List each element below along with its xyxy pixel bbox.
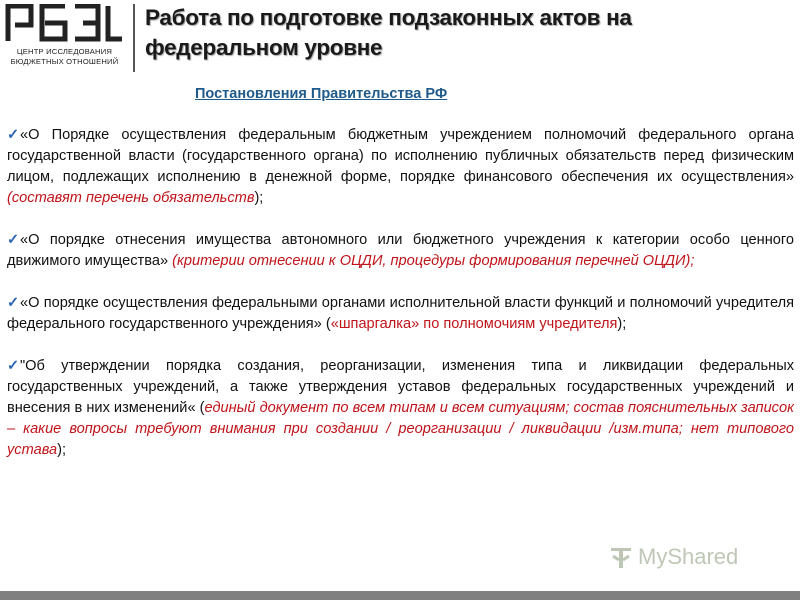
logo-caption-line2: БЮДЖЕТНЫХ ОТНОШЕНИЙ xyxy=(10,56,119,66)
item-note: (критерии отнесении к ОЦДИ, процедуры формирования перечней ОЦДИ); xyxy=(172,253,695,269)
logo-caption xyxy=(3,47,126,66)
item-tail: ); xyxy=(57,442,67,458)
logo xyxy=(3,4,126,70)
list-item xyxy=(7,356,794,461)
list-item xyxy=(7,125,794,209)
item-note: «шпаргалка» по полномочиям учредителя xyxy=(330,316,618,332)
item-text: «О порядке осуществления федеральными органами исполнительной власти функций и полномочий учредителя федерального государственного учреждения» ( xyxy=(7,295,794,332)
watermark-text: MyShared xyxy=(638,544,739,569)
slide-header xyxy=(0,0,800,78)
checkmark-icon: ✓ xyxy=(7,232,20,248)
document-list xyxy=(7,125,794,482)
item-note: единый документ по всем типам и всем ситуациям; состав пояснительных записок – какие вопросы требуют внимания при создании / реорганизации / ликвидации /изм.типа; нет типового устава xyxy=(7,400,794,458)
logo-caption-line1: ЦЕНТР ИССЛЕДОВАНИЯ xyxy=(16,47,113,56)
logo-letters xyxy=(5,4,124,42)
watermark xyxy=(608,544,770,572)
checkmark-icon: ✓ xyxy=(7,295,20,311)
item-text: «О Порядке осуществления федеральным бюджетным учреждением полномочий федерального органа государственной власти (государственного органа) по исполнению публичных обязательств перед физическим лицом, подлежащих исполнению в денежной форме, порядке финансового обеспечения их осуществления» xyxy=(7,127,794,185)
item-text: «О порядке отнесения имущества автономного или бюджетного учреждения к категории особо ценного движимого имущества» xyxy=(7,232,794,269)
footer-bar xyxy=(0,591,800,600)
section-subtitle: Постановления Правительства РФ xyxy=(195,86,448,102)
header-divider xyxy=(133,4,135,72)
list-item xyxy=(7,293,794,335)
page-title: Работа по подготовке подзаконных актов на федеральном уровне xyxy=(145,5,632,60)
item-tail: ); xyxy=(617,316,627,332)
item-text: "Об утверждении порядка создания, реорганизации, изменения типа и ликвидации федеральных государственных учреждений, а также утверждения уставов федеральных государственных учреждений и внесения в них изменений« ( xyxy=(7,358,794,416)
item-tail: ); xyxy=(254,190,264,206)
list-item xyxy=(7,230,794,272)
checkmark-icon: ✓ xyxy=(7,127,20,143)
item-note: (составят перечень обязательств xyxy=(7,190,255,206)
checkmark-icon: ✓ xyxy=(7,358,20,374)
watermark-icon xyxy=(608,546,634,570)
